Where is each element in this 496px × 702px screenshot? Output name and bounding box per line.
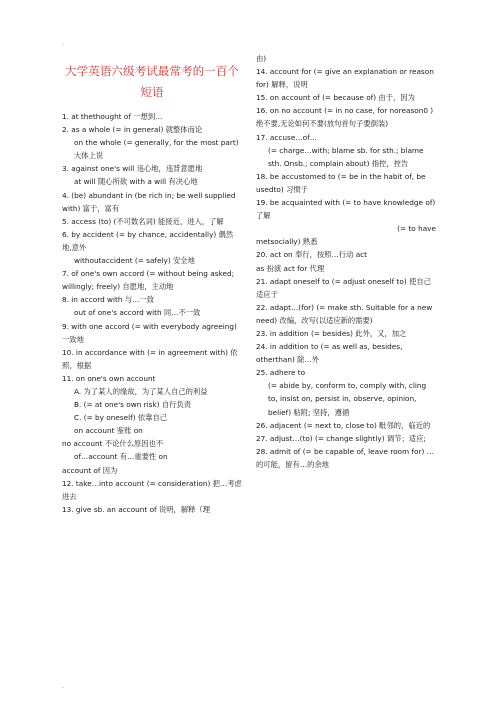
phrase-line: 12. take…into account (= consideration) 把…考虑进去 bbox=[62, 478, 242, 501]
phrase-line: 20. act on 奉行，按照…行动 act bbox=[256, 250, 368, 260]
left-entries bbox=[62, 110, 242, 516]
phrase-line: no account 不论什么原因也不 bbox=[62, 439, 164, 449]
phrase-line: 18. be accustomed to (= be in the habit of, be usedto) 习惯于 bbox=[256, 171, 426, 194]
page-top-mark: . bbox=[62, 39, 65, 47]
phrase-line: 14. account for (= give an explanation or reason for) 解释，说明 bbox=[256, 67, 434, 90]
phrase-line: 23. in addition (= besides) 此外，又，加之 bbox=[256, 328, 407, 338]
phrase-line: 13. give sb. an account of 说明，解释（理 bbox=[62, 504, 211, 514]
phrase-line: 26. adjacent (= next to, close to) 毗邻的，临近的 bbox=[256, 420, 431, 430]
phrase-line: 6. by accident (= by chance, accidentally) 偶然地,意外 bbox=[62, 229, 234, 252]
phrase-line: 2. as a whole (= in general) 就整体而论 bbox=[62, 125, 203, 135]
phrase-line: 19. be acquainted with (= to have knowledge of) 了解 bbox=[256, 198, 436, 221]
phrase-line: 11. on one's own account bbox=[62, 373, 156, 383]
phrase-line: 5. access (to) (不可数名词) 能接近，进入，了解 bbox=[62, 216, 224, 226]
phrase-line: 4. (be) abundant in (be rich in; be well supplied with) 富于，富有 bbox=[62, 190, 236, 213]
right-column bbox=[256, 52, 436, 471]
phrase-line: 28. admit of (= be capable of, leave room for) …的可能，留有…的余地 bbox=[256, 446, 434, 469]
phrase-line: out of one's accord with 同…不一致 bbox=[74, 308, 201, 318]
phrase-line: withoutaccident (= safely) 安全地 bbox=[74, 256, 195, 266]
document-title: 大学英语六级考试最常考的一百个短语 bbox=[65, 64, 239, 99]
phrase-line: 22. adapt…(for) (= make sth. Suitable for a new need) 改编，改写(以适应新的需要) bbox=[256, 302, 433, 325]
phrase-line: (= abide by, conform to, comply with, cling to, insist on, persist in, observe, opinion, bbox=[268, 381, 427, 404]
left-column bbox=[62, 52, 242, 516]
phrase-line: on account 鉴账 on bbox=[74, 426, 143, 436]
phrase-line: 24. in addition to (= as well as, besides, otherthan) 除…外 bbox=[256, 342, 403, 365]
phrase-line: 21. adapt oneself to (= adjust oneself to) 使自己适应于 bbox=[256, 276, 431, 299]
phrase-line: A. 为了某人的缘故，为了某人自己的利益 bbox=[74, 386, 208, 396]
phrase-line: on the whole (= generally, for the most part) 大体上说 bbox=[74, 138, 239, 161]
phrase-line: belief) 粘附; 坚持，遵循 bbox=[268, 407, 350, 417]
phrase-line: 8. in accord with 与…一致 bbox=[62, 295, 155, 305]
phrase-line: 3. against one's will 违心地，违背意愿地 bbox=[62, 164, 203, 174]
phrase-line: at will 随心所欲 with a will 有决心地 bbox=[74, 177, 198, 187]
phrase-line: 17. accuse…of… bbox=[256, 132, 317, 142]
phrase-line: B. (= at one's own risk) 自行负责 bbox=[74, 400, 192, 410]
phrase-line: (= to have bbox=[397, 224, 436, 234]
phrase-line: C. (= by oneself) 依靠自己 bbox=[74, 413, 168, 423]
phrase-line: account of 因为 bbox=[62, 465, 118, 475]
phrase-line: (= charge…with; blame sb. for sth.; blame sth. Onsb.; complain about) 指控，控告 bbox=[268, 145, 424, 168]
phrase-line: 10. in accordance with (= in agreement with) 依照，根据 bbox=[62, 347, 238, 370]
phrase-line: 27. adjust…(to) (= change slightly) 调节；适应; bbox=[256, 433, 426, 443]
phrase-line: 9. with one accord (= with everybody agreeing) 一致地 bbox=[62, 321, 237, 344]
phrase-line: as 扮演 act for 代理 bbox=[256, 263, 325, 273]
phrase-line: 7. of one's own accord (= without being asked; willingly; freely) 自愿地，主动地 bbox=[62, 269, 235, 292]
phrase-line: of…account 有…重要性 on bbox=[74, 452, 168, 462]
right-entries bbox=[256, 52, 436, 471]
phrase-line: metsocially) 熟悉 bbox=[256, 237, 318, 247]
phrase-line: 25. adhere to bbox=[256, 368, 306, 378]
phrase-line: 15. on account of (= because of) 由于，因为 bbox=[256, 93, 415, 103]
page-bottom-mark: . bbox=[62, 682, 65, 690]
phrase-line: 1. at thethought of 一想到… bbox=[62, 112, 163, 121]
phrase-line: 16. on no account (= in no case, for noreason0 ) 绝不要,无论如何不要(放句首句子要倒装) bbox=[256, 106, 434, 129]
phrase-line: 由) bbox=[256, 54, 267, 63]
